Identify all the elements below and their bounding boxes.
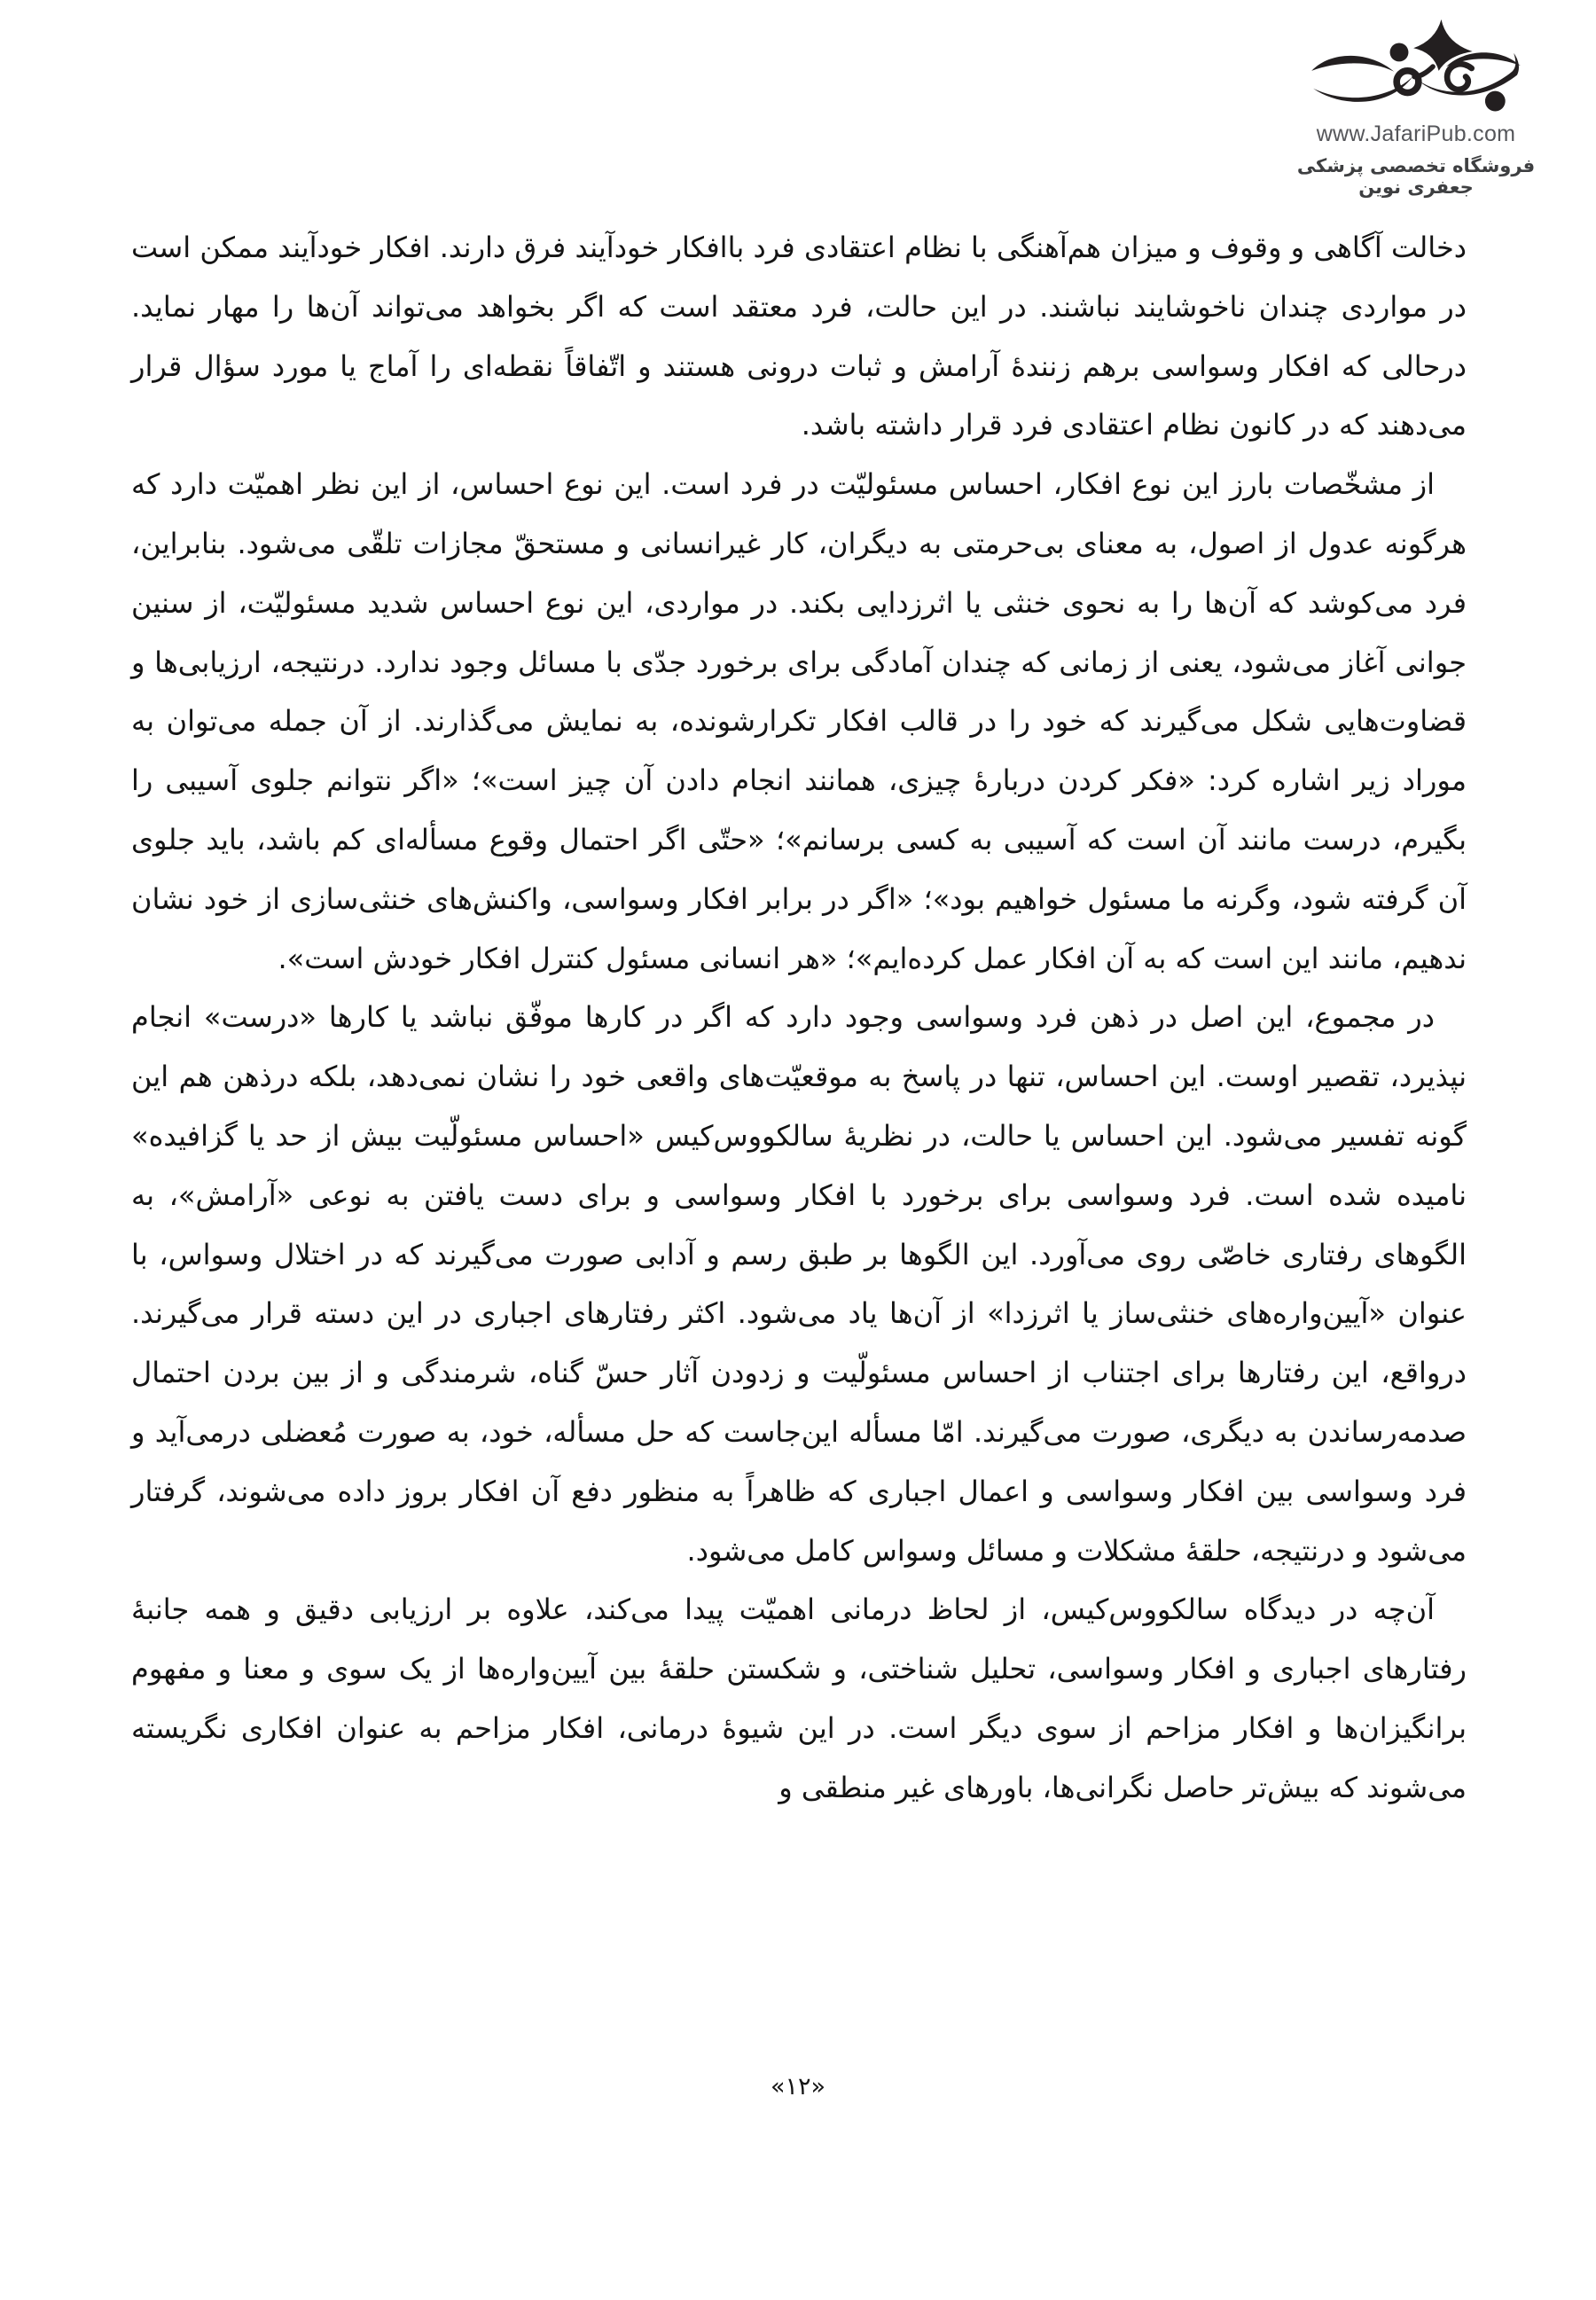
publisher-url: www.JafariPub.com [1316,121,1516,146]
publisher-logo-block [1279,18,1553,198]
paragraph-4: آن‌چه در دیدگاه سالکووس‌کیس، از لحاظ درمانی اهمیّت پیدا می‌کند، علاوه بر ارزیابی دقیق و همه جانبهٔ رفتارهای اجباری و افکار وسواسی، تحلیل شناختی، و شکستن حلقهٔ بین آیین‌واره‌ها از یک سوی و معنا و مفهوم برانگیزان‌ها و افکار مزاحم از سوی دیگر است. در این شیوهٔ درمانی، افکار مزاحم به عنوان افکاری نگریسته می‌شوند که بیش‌تر حاصل نگرانی‌ها، باورهای غیر منطقی و [131,1592,1467,1804]
publisher-tagline: فروشگاه تخصصی پزشکی جعفری نوین [1296,154,1536,198]
page-footer [0,2073,1596,2101]
paragraph-2: از مشخّصات بارز این نوع افکار، احساس مسئولیّت در فرد است. این نوع احساس، از این نظر اهمیّت دارد که هرگونه عدول از اصول، به معنای بی‌حرمتی به دیگران، کار غیرانسانی و مستحقّ مجازات تلقّی می‌شود. بنابراین، فرد می‌کوشد که آن‌ها را به نحوی خنثی یا اثرزدایی بکند. در مواردی، این نوع احساس شدید مسئولیّت، از سنین جوانی آغاز می‌شود، یعنی از زمانی که چندان آمادگی برای برخورد جدّی با مسائل وجود ندارد. درنتیجه، ارزیابی‌ها و قضاوت‌هایی شکل می‌گیرند که خود را در قالب افکار تکرارشونده، به نمایش می‌گذارند. از آن جمله می‌توان به موراد زیر اشاره کرد: «فکر کردن دربارهٔ چیزی، همانند انجام دادن آن چیز است»؛ «اگر نتوانم جلوی آسیبی را بگیرم، درست مانند آن است که آسیبی به کسی برسانم»؛ «حتّی اگر احتمال وقوع مسأله‌ای کم باشد، باید جلوی آن گرفته شود، وگرنه ما مسئول خواهیم بود»؛ «اگر در برابر افکار وسواسی، واکنش‌های خنثی‌سازی از خود نشان ندهیم، مانند این است که به آن افکار عمل کرده‌ایم»؛ «هر انسانی مسئول کنترل افکار خودش است». [131,467,1467,975]
page-body [131,218,1467,1818]
jafari-calligraphy-logo-icon [1304,18,1528,119]
paragraph-1: دخالت آگاهی و وقوف و میزان هم‌آهنگی با نظام اعتقادی فرد باافکار خودآیند فرق دارند. افکار خودآیند ممکن است در مواردی چندان ناخوشایند نباشند. در این حالت، فرد معتقد است که اگر بخواهد می‌تواند آن‌ها را مهار نماید. درحالی که افکار وسواسی برهم زنندهٔ آرامش و ثبات درونی هستند و اتّفاقاً نقطه‌ای را آماج یا مورد سؤال قرار می‌دهند که در کانون نظام اعتقادی فرد قرار داشته باشد. [131,231,1467,442]
paragraph-3: در مجموع، این اصل در ذهن فرد وسواسی وجود دارد که اگر در کارها موفّق نباشد یا کارها «درست» انجام نپذیرد، تقصیر اوست. این احساس، تنها در پاسخ به موقعیّت‌های واقعی خود را نشان نمی‌دهد، بلکه درذهن هم این گونه تفسیر می‌شود. این احساس یا حالت، در نظریهٔ سالکووس‌کیس «احساس مسئولّیت بیش از حد یا گزافیده» نامیده شده است. فرد وسواسی برای برخورد با افکار وسواسی و برای دست یافتن به نوعی «آرامش»، به الگوهای رفتاری خاصّی روی می‌آورد. این الگوها بر طبق رسم و آدابی صورت می‌گیرند که در اختلال وسواس، با عنوان «آیین‌واره‌های خنثی‌ساز یا اثرزدا» از آن‌ها یاد می‌شود. اکثر رفتارهای اجباری در این دسته قرار می‌گیرند. درواقع، این رفتارها برای اجتناب از احساس مسئولّیت و زدودن آثار حسّ گناه، شرمندگی و از بین بردن احتمال صدمه‌رساندن به دیگری، صورت می‌گیرند. امّا مسأله این‌جاست که حل مسأله، خود، به صورت مُعضلی درمی‌آید و فرد وسواسی بین افکار وسواسی و اعمال اجباری که ظاهراً به منظور دفع آن افکار بروز داده می‌شوند، گرفتار می‌شود و درنتیجه، حلقهٔ مشکلات و مسائل وسواس کامل می‌شود. [131,1000,1467,1568]
page-number: «۱۲» [770,2073,826,2101]
